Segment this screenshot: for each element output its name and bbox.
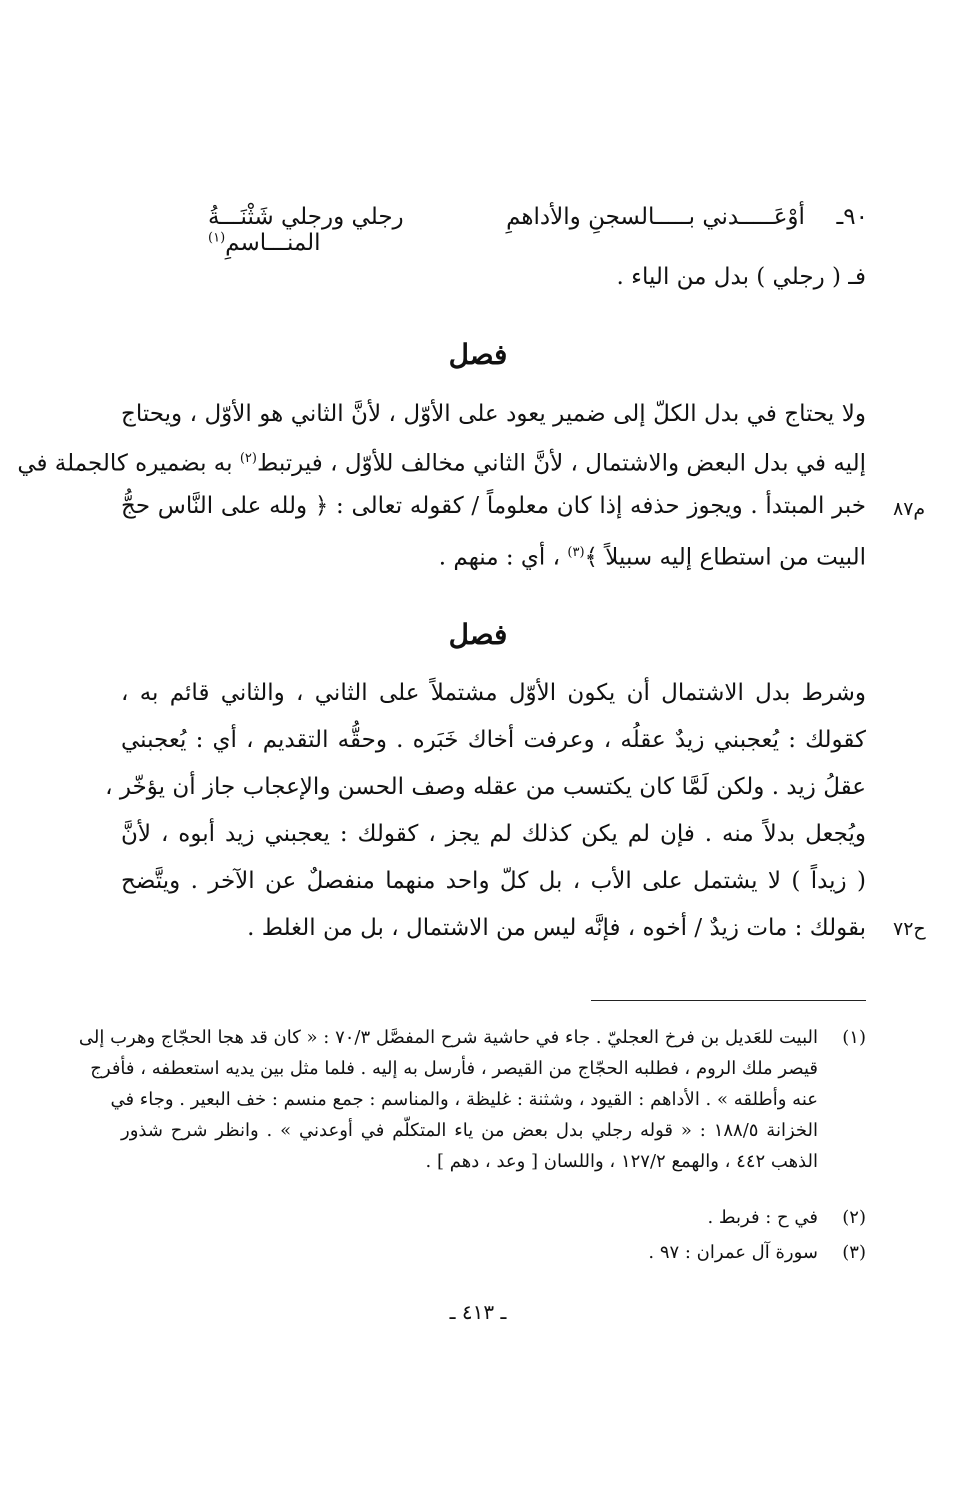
- footnote-reference-3: (٣): [567, 545, 585, 560]
- footnote-3-number: (٣): [842, 1242, 866, 1263]
- paragraph-2-line-4: ويُجعل بدلاً منه . فإن لم يكن كذلك لم يجز ، كقولك : يعجبني زيد أبوه ، لأنَّ: [121, 821, 866, 847]
- paragraph-1-line-2-text: إليه في بدل البعض والاشتمال ، لأنَّ الثاني مخالف للأوّل ، فيرتبط: [256, 450, 866, 477]
- paragraph-1-line-4-text: البيت من استطاع إليه سبيلاً ﴾: [584, 544, 866, 571]
- paragraph-1-line-2: [17, 437, 866, 486]
- page-number: ـ ٤١٣ ـ: [449, 1300, 507, 1324]
- paragraph-2-line-1: وشرط بدل الاشتمال أن يكون الأوّل مشتملاً على الثاني ، والثاني قائم به ،: [121, 680, 866, 706]
- section-heading-1: فصل: [448, 338, 508, 371]
- verse-number: ٩٠ـ: [836, 204, 868, 230]
- section-heading-2: فصل: [448, 618, 508, 651]
- verse-hemistich-second: [208, 204, 448, 256]
- manuscript-margin-mark-1: م٨٧: [893, 498, 926, 520]
- paragraph-1-line-1: ولا يحتاج في بدل الكلّ إلى ضمير يعود على الأوّل ، لأنَّ الثاني هو الأوّل ، ويحتاج: [121, 401, 866, 427]
- footnote-1-line-1: البيت للعَديل بن فرخ العجليّ . جاء في حاشية شرح المفصَّل ٧٠/٣ : « كان قد هجا الحجّاج وهرب إلى: [78, 1027, 818, 1048]
- paragraph-1-line-2-end: به بضميره كالجملة في: [17, 450, 233, 477]
- verse-line: [108, 196, 868, 256]
- footnote-1-line-4: الخزانة ١٨٨/٥ : « قوله رجلي بدل بعض من ياء المتكلّم في أوعدني » . وانظر شرح شذور: [121, 1120, 818, 1141]
- verse-hemistich-second-text: رجلي ورجلي شَثْنَـــةُ المنـــاسمِ: [208, 204, 404, 256]
- footnote-1-line-3: عنه وأطلقه » . الأداهم : القيود ، وشثنة : غليظة ، والمناسم : جمع منسم : خف البعير . وجاء في: [110, 1089, 818, 1110]
- manuscript-margin-mark-2: ح٧٢: [893, 918, 926, 940]
- footnote-1-line-5: الذهب ٤٤٢ ، والهمع ١٢٧/٢ ، واللسان [ وعد ، دهم ] .: [425, 1151, 818, 1172]
- footnote-1-line-2: قيصر ملك الروم ، فطلبه الحجّاج من القيصر ، فأرسل به إليه . فلما مثل بين يديه استعطفه ، فأفرج: [90, 1058, 818, 1079]
- footnote-reference-1: (١): [208, 230, 226, 246]
- paragraph-2-line-2: كقولك : يُعجبني زيدٌ عقلُه ، وعرفت أخاك خَبَره . وحقُّه التقديم ، أي : يُعجبني: [121, 727, 866, 753]
- verse-hemistich-first: أوْعَـــــدني بـــــالسجنِ والأداهمِ: [506, 204, 805, 230]
- paragraph-2-line-5: ( زيداً ) لا يشتمل على الأب ، بل كلّ واحد منهما منفصلٌ عن الآخر . ويتَّضح: [121, 868, 866, 894]
- paragraph-1-line-4: [121, 531, 866, 580]
- paragraph-1-line-4-end: ، أي : منهم .: [438, 544, 561, 571]
- footnote-3-line-1: سورة آل عمران : ٩٧ .: [648, 1242, 818, 1263]
- verse-note: فـ ( رجلي ) بدل من الياء .: [616, 264, 866, 290]
- footnote-reference-2: (٢): [239, 451, 257, 466]
- footnote-2-number: (٢): [842, 1207, 866, 1228]
- paragraph-1-line-3: خبر المبتدأ . ويجوز حذفه إذا كان معلوماً / كقوله تعالى : ﴿ ولله على النَّاس حجُّ: [121, 493, 866, 519]
- footnote-1-number: (١): [842, 1027, 866, 1048]
- footnote-separator: [591, 1000, 866, 1001]
- footnote-2-line-1: في ح : فربط .: [707, 1207, 818, 1228]
- paragraph-2-line-3: عقلُ زيد . ولكن لَمَّا كان يكتسب من عقله وصف الحسن والإعجاب جاز أن يؤخّر ،: [105, 774, 866, 800]
- paragraph-2-line-6: بقولك : مات زيدٌ / أخوه ، فإنَّه ليس من الاشتمال ، بل من الغلط .: [247, 915, 866, 941]
